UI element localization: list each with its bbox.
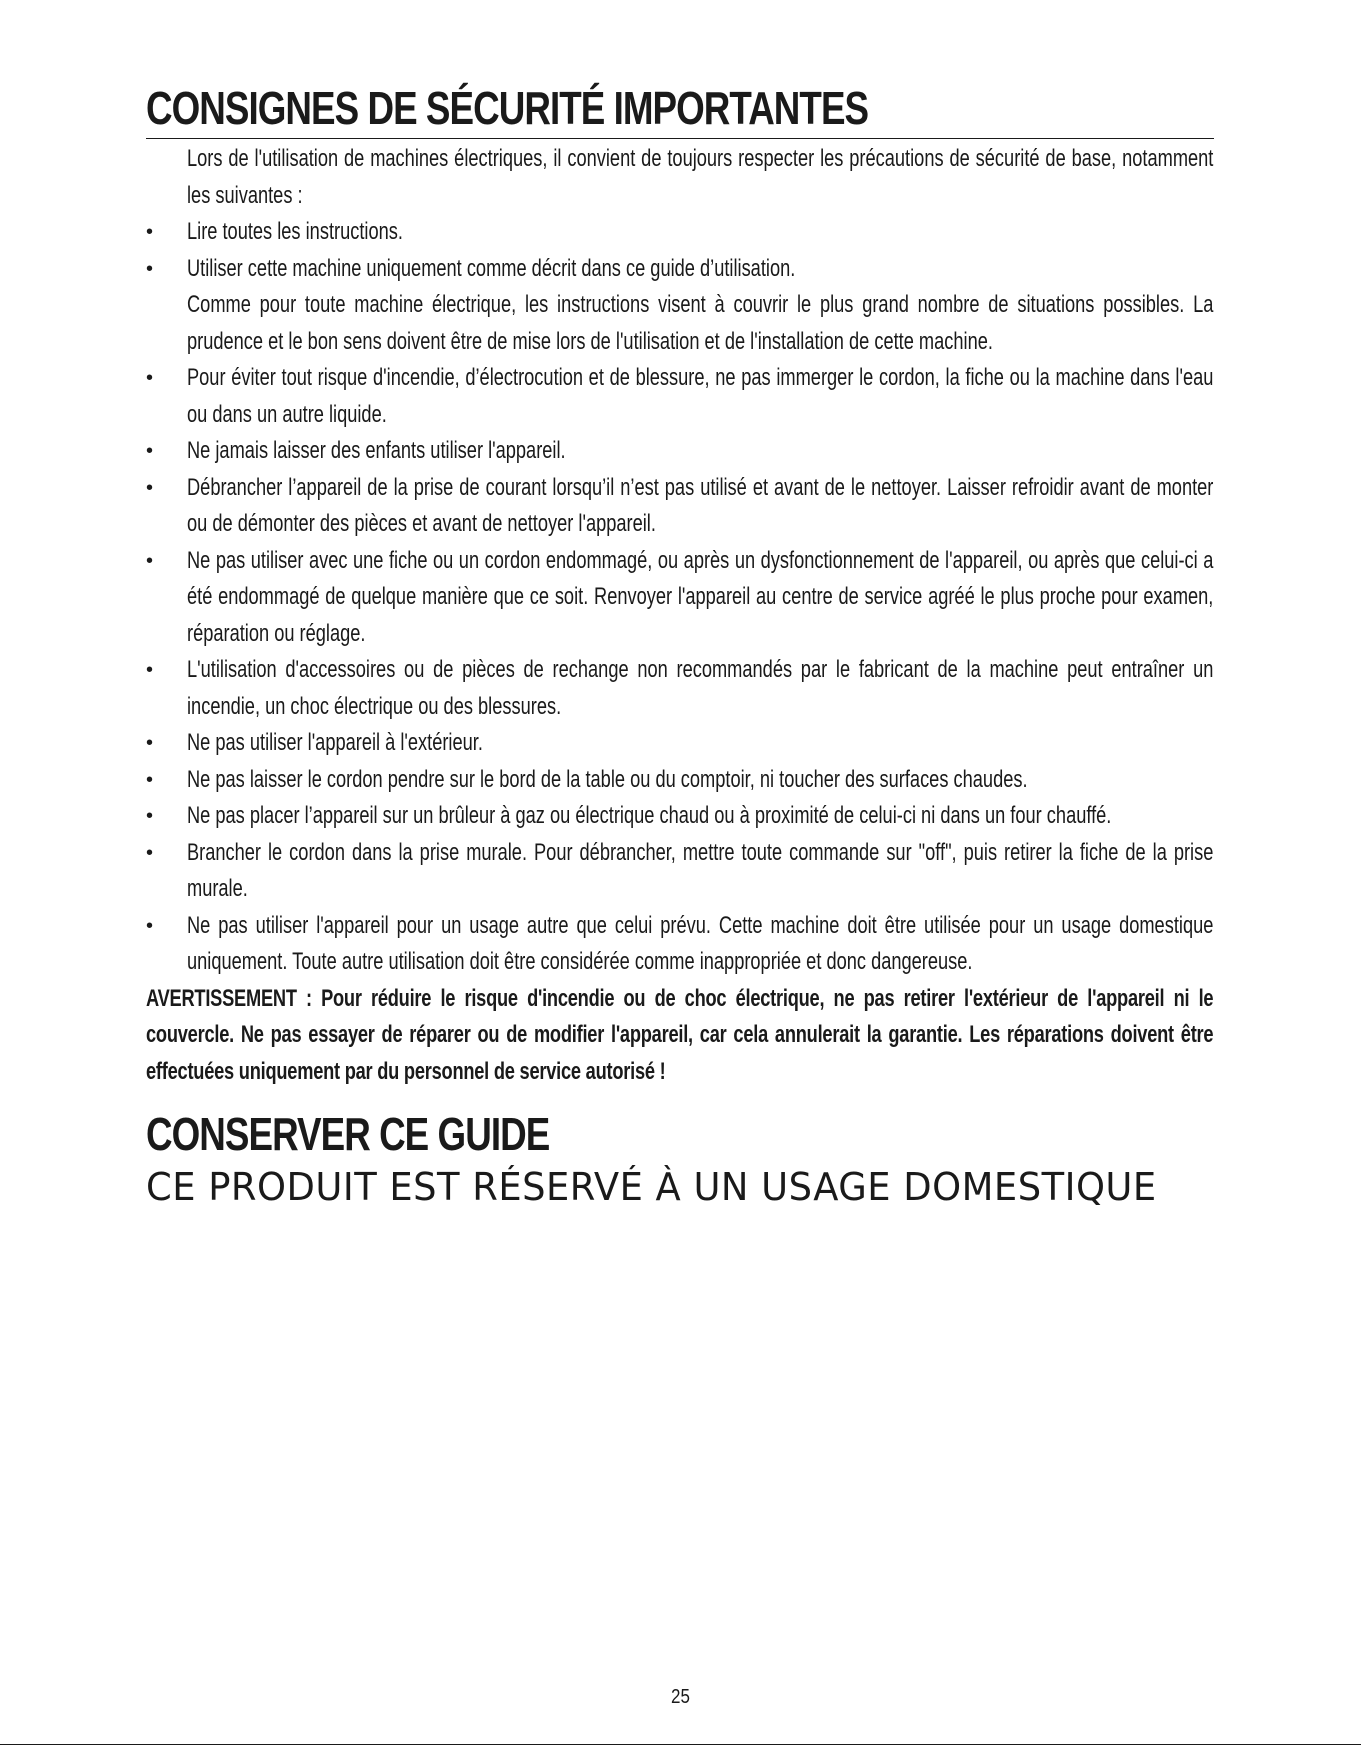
bullet-icon: • — [146, 732, 154, 754]
page-title: CONSIGNES DE SÉCURITÉ IMPORTANTES — [146, 82, 869, 134]
bullet-icon: • — [146, 768, 154, 791]
bullet-icon: • — [146, 805, 154, 827]
list-item-text: Ne jamais laisser des enfants utiliser l'appareil. — [187, 437, 566, 464]
list-item-text: L'utilisation d'accessoires ou de pièces de rechange non recommandés par le fabricant de la machine peut entraîner un incendie, un choc électrique ou des blessures. — [187, 656, 1214, 720]
warning-text: AVERTISSEMENT : Pour réduire le risque d'incendie ou de choc électrique, ne pas retirer l'extérieur de l'appareil ni le couvercle. Ne pas essayer de réparer ou de modifier l'appareil, car cela annulerait la garantie. Les réparations doivent être effectuées uniquement par du personnel de service autorisé ! — [146, 984, 1214, 1085]
intro-text: Lors de l'utilisation de machines électriques, il convient de toujours respecter les précautions de sécurité de base, notamment les suivantes : — [187, 145, 1214, 209]
bottom-divider — [0, 1744, 1361, 1745]
page-number: 25 — [671, 1686, 690, 1708]
section-title: CONSERVER CE GUIDE — [146, 1108, 550, 1160]
list-item — [146, 652, 1214, 725]
safety-list — [146, 214, 1214, 981]
list-item-text: Lire toutes les instructions. — [187, 218, 403, 245]
list-item-text: Ne pas utiliser l'appareil à l'extérieur. — [187, 729, 483, 756]
bullet-icon: • — [146, 257, 154, 280]
bullet-icon: • — [146, 549, 154, 572]
document-page — [146, 82, 1214, 1210]
list-item-text: Utiliser cette machine uniquement comme décrit dans ce guide d’utilisation. — [187, 254, 796, 282]
list-item — [146, 835, 1214, 908]
bullet-icon: • — [146, 221, 154, 243]
bullet-icon: • — [146, 841, 154, 864]
list-item-text: Ne pas utiliser l'appareil pour un usage autre que celui prévu. Cette machine doit être utilisée pour un usage domestique uniquement. Toute autre utilisation doit être considérée comme inappropriée et donc dangereuse. — [187, 911, 1214, 975]
bullet-icon: • — [146, 440, 154, 462]
warning-notice — [146, 981, 1214, 1091]
bullet-icon: • — [146, 476, 154, 499]
list-item — [146, 251, 1214, 361]
list-item-text: Pour éviter tout risque d'incendie, d’électrocution et de blessure, ne pas immerger le cordon, la fiche ou la machine dans l'eau ou dans un autre liquide. — [187, 364, 1214, 428]
bullet-icon: • — [146, 914, 154, 937]
list-item-text: Ne pas laisser le cordon pendre sur le bord de la table ou du comptoir, ni toucher des surfaces chaudes. — [187, 765, 1028, 793]
title-divider — [146, 138, 1214, 139]
list-item-text: Brancher le cordon dans la prise murale. Pour débrancher, mettre toute commande sur "off", puis retirer la fiche de la prise murale. — [187, 838, 1214, 902]
list-item — [146, 433, 1214, 470]
list-item-continuation: Comme pour toute machine électrique, les instructions visent à couvrir le plus grand nombre de situations possibles. La prudence et le bon sens doivent être de mise lors de l'utilisation et de l'installation de cette machine. — [187, 291, 1214, 355]
list-item — [146, 725, 1214, 762]
list-item — [146, 798, 1214, 835]
list-item-text: Ne pas placer l’appareil sur un brûleur à gaz ou électrique chaud ou à proximité de celui-ci ni dans un four chauffé. — [187, 802, 1112, 829]
list-item — [146, 360, 1214, 433]
bullet-icon: • — [146, 367, 154, 389]
list-item — [146, 470, 1214, 543]
domestic-use-notice: CE PRODUIT EST RÉSERVÉ À UN USAGE DOMESTIQUE — [146, 1165, 1157, 1209]
bullet-icon: • — [146, 659, 154, 681]
list-item-text: Débrancher l’appareil de la prise de courant lorsqu’il n’est pas utilisé et avant de le nettoyer. Laisser refroidir avant de monter ou de démonter des pièces et avant de nettoyer l'appareil. — [187, 473, 1214, 537]
list-item — [146, 543, 1214, 653]
list-item — [146, 762, 1214, 799]
list-item — [146, 908, 1214, 981]
intro-paragraph — [146, 141, 1214, 214]
list-item-text: Ne pas utiliser avec une fiche ou un cordon endommagé, ou après un dysfonctionnement de l'appareil, ou après que celui-ci a été endommagé de quelque manière que ce soit. Renvoyer l'appareil au centre de service agréé le plus proche pour examen, réparation ou réglage. — [187, 546, 1214, 647]
list-item — [146, 214, 1214, 251]
